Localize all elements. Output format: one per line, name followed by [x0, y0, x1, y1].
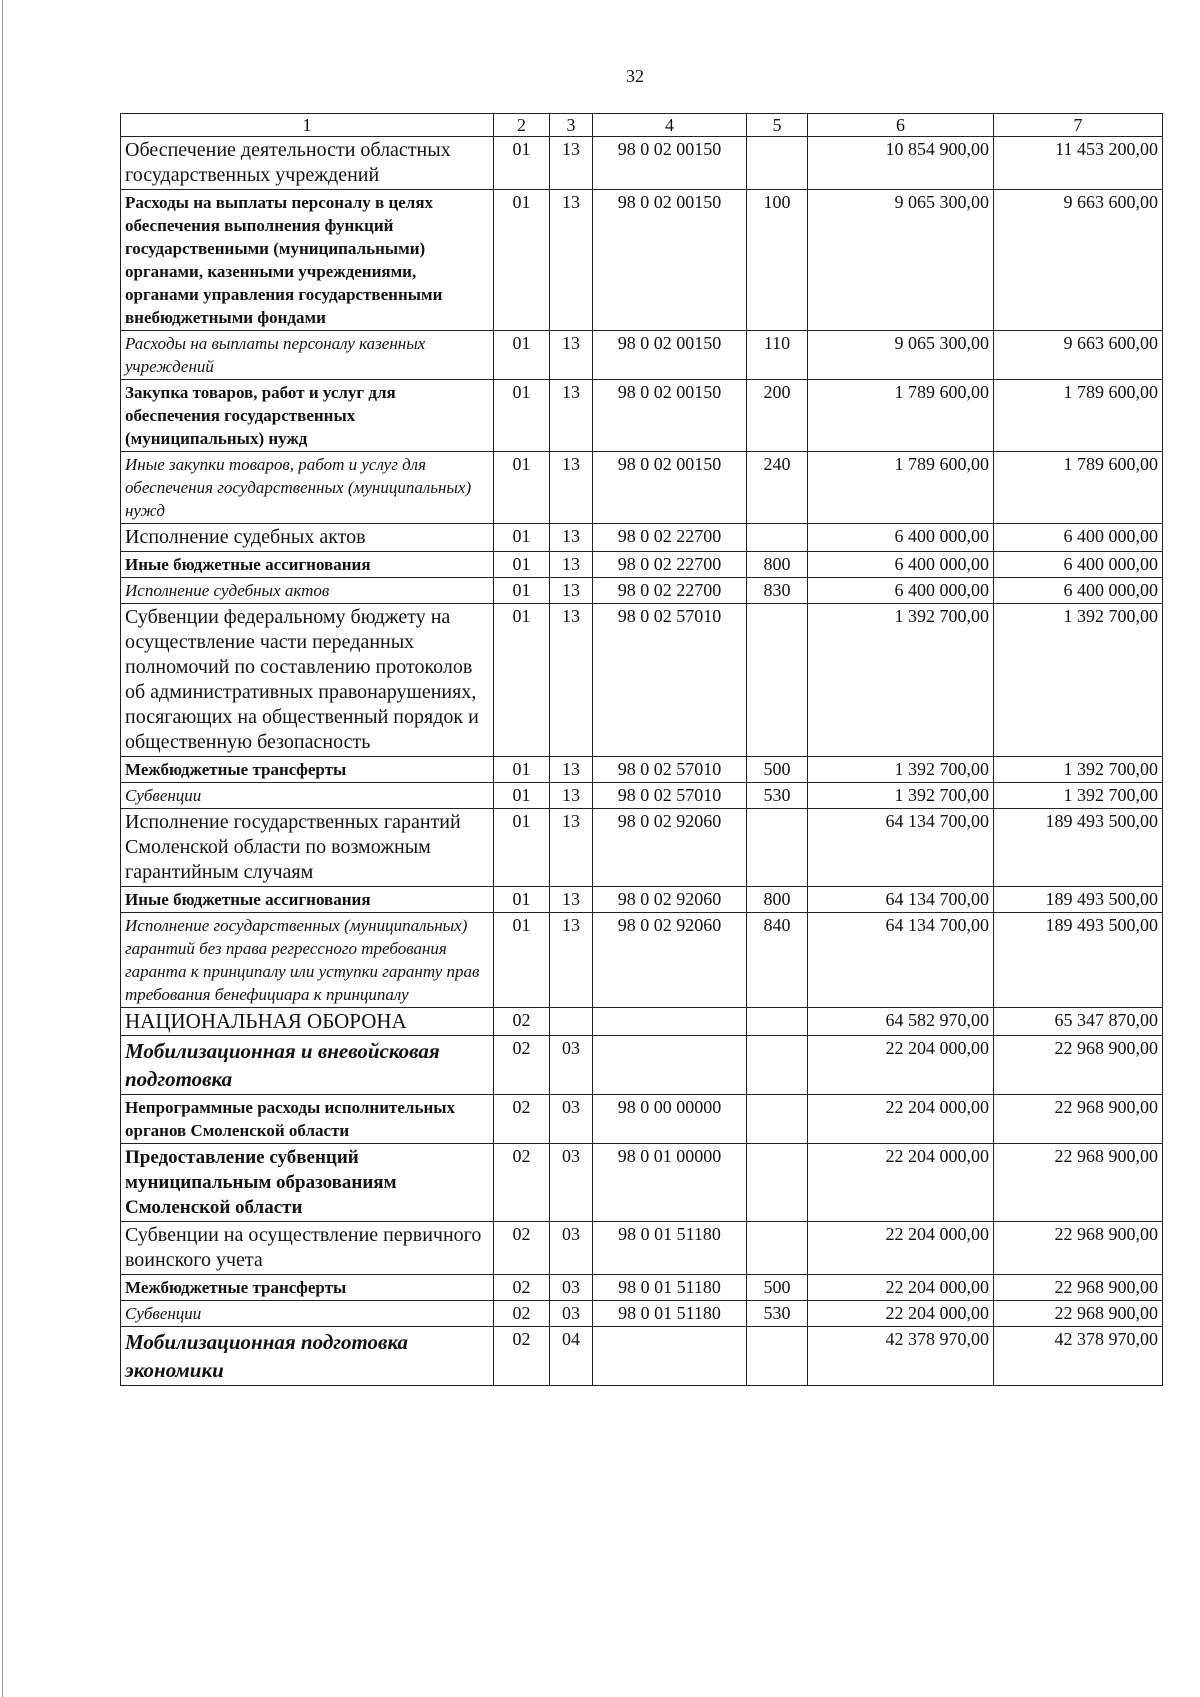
target-article-cell: 98 0 01 51180	[593, 1275, 747, 1301]
table-row	[121, 757, 1163, 783]
amount-year2-cell: 6 400 000,00	[994, 552, 1163, 578]
section-code-cell: 01	[494, 604, 550, 757]
row-name-cell: Исполнение государственных (муниципальных) гарантий без права регрессного требования гаранта к принципалу или уступки гаранту прав требования бенефициара к принципалу	[121, 913, 494, 1008]
expense-type-cell	[747, 1222, 808, 1275]
row-name-cell: Субвенции на осуществление первичного воинского учета	[121, 1222, 494, 1275]
target-article-cell: 98 0 02 00150	[593, 380, 747, 452]
table-row	[121, 190, 1163, 331]
row-name-cell: НАЦИОНАЛЬНАЯ ОБОРОНА	[121, 1008, 494, 1036]
expense-type-cell: 100	[747, 190, 808, 331]
amount-year1-cell: 64 134 700,00	[808, 809, 994, 887]
amount-year1-cell: 22 204 000,00	[808, 1144, 994, 1222]
subsection-code-cell: 03	[550, 1036, 593, 1095]
expense-type-cell	[747, 1144, 808, 1222]
table-row	[121, 1095, 1163, 1144]
target-article-cell	[593, 1036, 747, 1095]
section-code-cell: 02	[494, 1008, 550, 1036]
amount-year1-cell: 22 204 000,00	[808, 1222, 994, 1275]
target-article-cell: 98 0 01 51180	[593, 1301, 747, 1327]
amount-year1-cell: 22 204 000,00	[808, 1301, 994, 1327]
target-article-cell: 98 0 02 22700	[593, 524, 747, 552]
row-name-cell: Иные закупки товаров, работ и услуг для обеспечения государственных (муниципальных) нужд	[121, 452, 494, 524]
section-code-cell: 02	[494, 1036, 550, 1095]
expense-type-cell: 530	[747, 1301, 808, 1327]
amount-year1-cell: 10 854 900,00	[808, 137, 994, 190]
amount-year1-cell: 22 204 000,00	[808, 1095, 994, 1144]
table-row	[121, 1301, 1163, 1327]
target-article-cell: 98 0 02 57010	[593, 757, 747, 783]
target-article-cell: 98 0 02 57010	[593, 604, 747, 757]
amount-year1-cell: 9 065 300,00	[808, 190, 994, 331]
column-header: 5	[747, 114, 808, 137]
amount-year2-cell: 9 663 600,00	[994, 190, 1163, 331]
section-code-cell: 01	[494, 190, 550, 331]
table-row	[121, 809, 1163, 887]
section-code-cell: 01	[494, 380, 550, 452]
subsection-code-cell: 03	[550, 1301, 593, 1327]
subsection-code-cell: 13	[550, 578, 593, 604]
table-row	[121, 380, 1163, 452]
section-code-cell: 01	[494, 887, 550, 913]
subsection-code-cell: 13	[550, 552, 593, 578]
amount-year1-cell: 64 582 970,00	[808, 1008, 994, 1036]
amount-year1-cell: 64 134 700,00	[808, 887, 994, 913]
row-name-cell: Предоставление субвенций муниципальным образованиям Смоленской области	[121, 1144, 494, 1222]
row-name-cell: Исполнение государственных гарантий Смоленской области по возможным гарантийным случаям	[121, 809, 494, 887]
amount-year2-cell: 22 968 900,00	[994, 1095, 1163, 1144]
target-article-cell	[593, 1008, 747, 1036]
section-code-cell: 01	[494, 757, 550, 783]
subsection-code-cell: 13	[550, 757, 593, 783]
subsection-code-cell	[550, 1008, 593, 1036]
table-row	[121, 1275, 1163, 1301]
section-code-cell: 02	[494, 1327, 550, 1386]
subsection-code-cell: 13	[550, 524, 593, 552]
amount-year2-cell: 189 493 500,00	[994, 887, 1163, 913]
row-name-cell: Мобилизационная подготовка экономики	[121, 1327, 494, 1386]
row-name-cell: Субвенции федеральному бюджету на осуществление части переданных полномочий по составлению протоколов об административных правонарушениях, посягающих на общественный порядок и общественную безопасность	[121, 604, 494, 757]
amount-year1-cell: 22 204 000,00	[808, 1036, 994, 1095]
expense-type-cell: 830	[747, 578, 808, 604]
subsection-code-cell: 13	[550, 331, 593, 380]
amount-year2-cell: 6 400 000,00	[994, 524, 1163, 552]
subsection-code-cell: 13	[550, 452, 593, 524]
row-name-cell: Обеспечение деятельности областных государственных учреждений	[121, 137, 494, 190]
amount-year1-cell: 9 065 300,00	[808, 331, 994, 380]
row-name-cell: Иные бюджетные ассигнования	[121, 552, 494, 578]
table-row	[121, 1144, 1163, 1222]
amount-year1-cell: 22 204 000,00	[808, 1275, 994, 1301]
column-header: 6	[808, 114, 994, 137]
amount-year2-cell: 22 968 900,00	[994, 1301, 1163, 1327]
target-article-cell: 98 0 01 00000	[593, 1144, 747, 1222]
target-article-cell: 98 0 02 00150	[593, 331, 747, 380]
amount-year2-cell: 1 789 600,00	[994, 452, 1163, 524]
section-code-cell: 02	[494, 1275, 550, 1301]
target-article-cell: 98 0 02 22700	[593, 578, 747, 604]
section-code-cell: 01	[494, 809, 550, 887]
left-margin-line	[2, 0, 3, 1697]
column-header: 7	[994, 114, 1163, 137]
column-header: 3	[550, 114, 593, 137]
table-row	[121, 1327, 1163, 1386]
target-article-cell: 98 0 00 00000	[593, 1095, 747, 1144]
table-row	[121, 578, 1163, 604]
page-number: 32	[626, 66, 644, 86]
row-name-cell: Мобилизационная и вневойсковая подготовка	[121, 1036, 494, 1095]
expense-type-cell: 800	[747, 887, 808, 913]
target-article-cell: 98 0 02 57010	[593, 783, 747, 809]
target-article-cell: 98 0 02 92060	[593, 913, 747, 1008]
table-row	[121, 604, 1163, 757]
section-code-cell: 01	[494, 913, 550, 1008]
table-row	[121, 524, 1163, 552]
section-code-cell: 01	[494, 578, 550, 604]
expense-type-cell	[747, 1095, 808, 1144]
section-code-cell: 02	[494, 1144, 550, 1222]
amount-year1-cell: 64 134 700,00	[808, 913, 994, 1008]
amount-year2-cell: 22 968 900,00	[994, 1036, 1163, 1095]
row-name-cell: Межбюджетные трансферты	[121, 757, 494, 783]
table-row	[121, 331, 1163, 380]
target-article-cell: 98 0 02 92060	[593, 809, 747, 887]
column-header: 2	[494, 114, 550, 137]
amount-year1-cell: 6 400 000,00	[808, 524, 994, 552]
row-name-cell: Исполнение судебных актов	[121, 578, 494, 604]
subsection-code-cell: 03	[550, 1095, 593, 1144]
amount-year1-cell: 1 789 600,00	[808, 380, 994, 452]
amount-year2-cell: 9 663 600,00	[994, 331, 1163, 380]
target-article-cell: 98 0 01 51180	[593, 1222, 747, 1275]
subsection-code-cell: 13	[550, 604, 593, 757]
section-code-cell: 01	[494, 783, 550, 809]
subsection-code-cell: 13	[550, 783, 593, 809]
expense-type-cell: 500	[747, 757, 808, 783]
section-code-cell: 01	[494, 452, 550, 524]
table-row	[121, 1036, 1163, 1095]
amount-year1-cell: 1 392 700,00	[808, 783, 994, 809]
section-code-cell: 01	[494, 137, 550, 190]
amount-year2-cell: 1 392 700,00	[994, 783, 1163, 809]
amount-year2-cell: 1 789 600,00	[994, 380, 1163, 452]
budget-table	[120, 113, 1163, 1386]
expense-type-cell	[747, 1327, 808, 1386]
expense-type-cell	[747, 1008, 808, 1036]
subsection-code-cell: 03	[550, 1222, 593, 1275]
amount-year2-cell: 1 392 700,00	[994, 757, 1163, 783]
row-name-cell: Субвенции	[121, 1301, 494, 1327]
amount-year2-cell: 6 400 000,00	[994, 578, 1163, 604]
table-row	[121, 913, 1163, 1008]
amount-year2-cell: 189 493 500,00	[994, 913, 1163, 1008]
expense-type-cell	[747, 809, 808, 887]
table-row	[121, 452, 1163, 524]
target-article-cell: 98 0 02 00150	[593, 190, 747, 331]
amount-year1-cell: 1 392 700,00	[808, 604, 994, 757]
amount-year2-cell: 42 378 970,00	[994, 1327, 1163, 1386]
section-code-cell: 02	[494, 1222, 550, 1275]
expense-type-cell: 840	[747, 913, 808, 1008]
column-header: 1	[121, 114, 494, 137]
section-code-cell: 02	[494, 1095, 550, 1144]
row-name-cell: Иные бюджетные ассигнования	[121, 887, 494, 913]
row-name-cell: Закупка товаров, работ и услуг для обеспечения государственных (муниципальных) нужд	[121, 380, 494, 452]
amount-year2-cell: 22 968 900,00	[994, 1275, 1163, 1301]
expense-type-cell: 110	[747, 331, 808, 380]
row-name-cell: Расходы на выплаты персоналу в целях обеспечения выполнения функций государственными (муниципальными) органами, казенными учреждениями, органами управления государственными внебюджетными фондами	[121, 190, 494, 331]
target-article-cell: 98 0 02 92060	[593, 887, 747, 913]
expense-type-cell	[747, 604, 808, 757]
amount-year1-cell: 1 789 600,00	[808, 452, 994, 524]
amount-year2-cell: 11 453 200,00	[994, 137, 1163, 190]
table-header-row	[121, 114, 1163, 137]
subsection-code-cell: 04	[550, 1327, 593, 1386]
amount-year2-cell: 65 347 870,00	[994, 1008, 1163, 1036]
row-name-cell: Межбюджетные трансферты	[121, 1275, 494, 1301]
expense-type-cell: 240	[747, 452, 808, 524]
table-row	[121, 137, 1163, 190]
table-row	[121, 1222, 1163, 1275]
amount-year1-cell: 6 400 000,00	[808, 578, 994, 604]
table-row	[121, 1008, 1163, 1036]
section-code-cell: 02	[494, 1301, 550, 1327]
row-name-cell: Исполнение судебных актов	[121, 524, 494, 552]
subsection-code-cell: 13	[550, 809, 593, 887]
subsection-code-cell: 03	[550, 1275, 593, 1301]
subsection-code-cell: 03	[550, 1144, 593, 1222]
table-row	[121, 887, 1163, 913]
section-code-cell: 01	[494, 524, 550, 552]
amount-year1-cell: 6 400 000,00	[808, 552, 994, 578]
expense-type-cell	[747, 137, 808, 190]
subsection-code-cell: 13	[550, 887, 593, 913]
amount-year2-cell: 22 968 900,00	[994, 1144, 1163, 1222]
table-row	[121, 552, 1163, 578]
target-article-cell	[593, 1327, 747, 1386]
section-code-cell: 01	[494, 552, 550, 578]
expense-type-cell: 500	[747, 1275, 808, 1301]
expense-type-cell: 200	[747, 380, 808, 452]
amount-year2-cell: 22 968 900,00	[994, 1222, 1163, 1275]
row-name-cell: Расходы на выплаты персоналу казенных учреждений	[121, 331, 494, 380]
amount-year2-cell: 189 493 500,00	[994, 809, 1163, 887]
table-row	[121, 783, 1163, 809]
expense-type-cell	[747, 524, 808, 552]
expense-type-cell: 530	[747, 783, 808, 809]
row-name-cell: Непрограммные расходы исполнительных органов Смоленской области	[121, 1095, 494, 1144]
amount-year1-cell: 42 378 970,00	[808, 1327, 994, 1386]
column-header: 4	[593, 114, 747, 137]
amount-year2-cell: 1 392 700,00	[994, 604, 1163, 757]
row-name-cell: Субвенции	[121, 783, 494, 809]
subsection-code-cell: 13	[550, 380, 593, 452]
target-article-cell: 98 0 02 22700	[593, 552, 747, 578]
subsection-code-cell: 13	[550, 913, 593, 1008]
subsection-code-cell: 13	[550, 190, 593, 331]
target-article-cell: 98 0 02 00150	[593, 452, 747, 524]
subsection-code-cell: 13	[550, 137, 593, 190]
section-code-cell: 01	[494, 331, 550, 380]
amount-year1-cell: 1 392 700,00	[808, 757, 994, 783]
expense-type-cell	[747, 1036, 808, 1095]
expense-type-cell: 800	[747, 552, 808, 578]
target-article-cell: 98 0 02 00150	[593, 137, 747, 190]
